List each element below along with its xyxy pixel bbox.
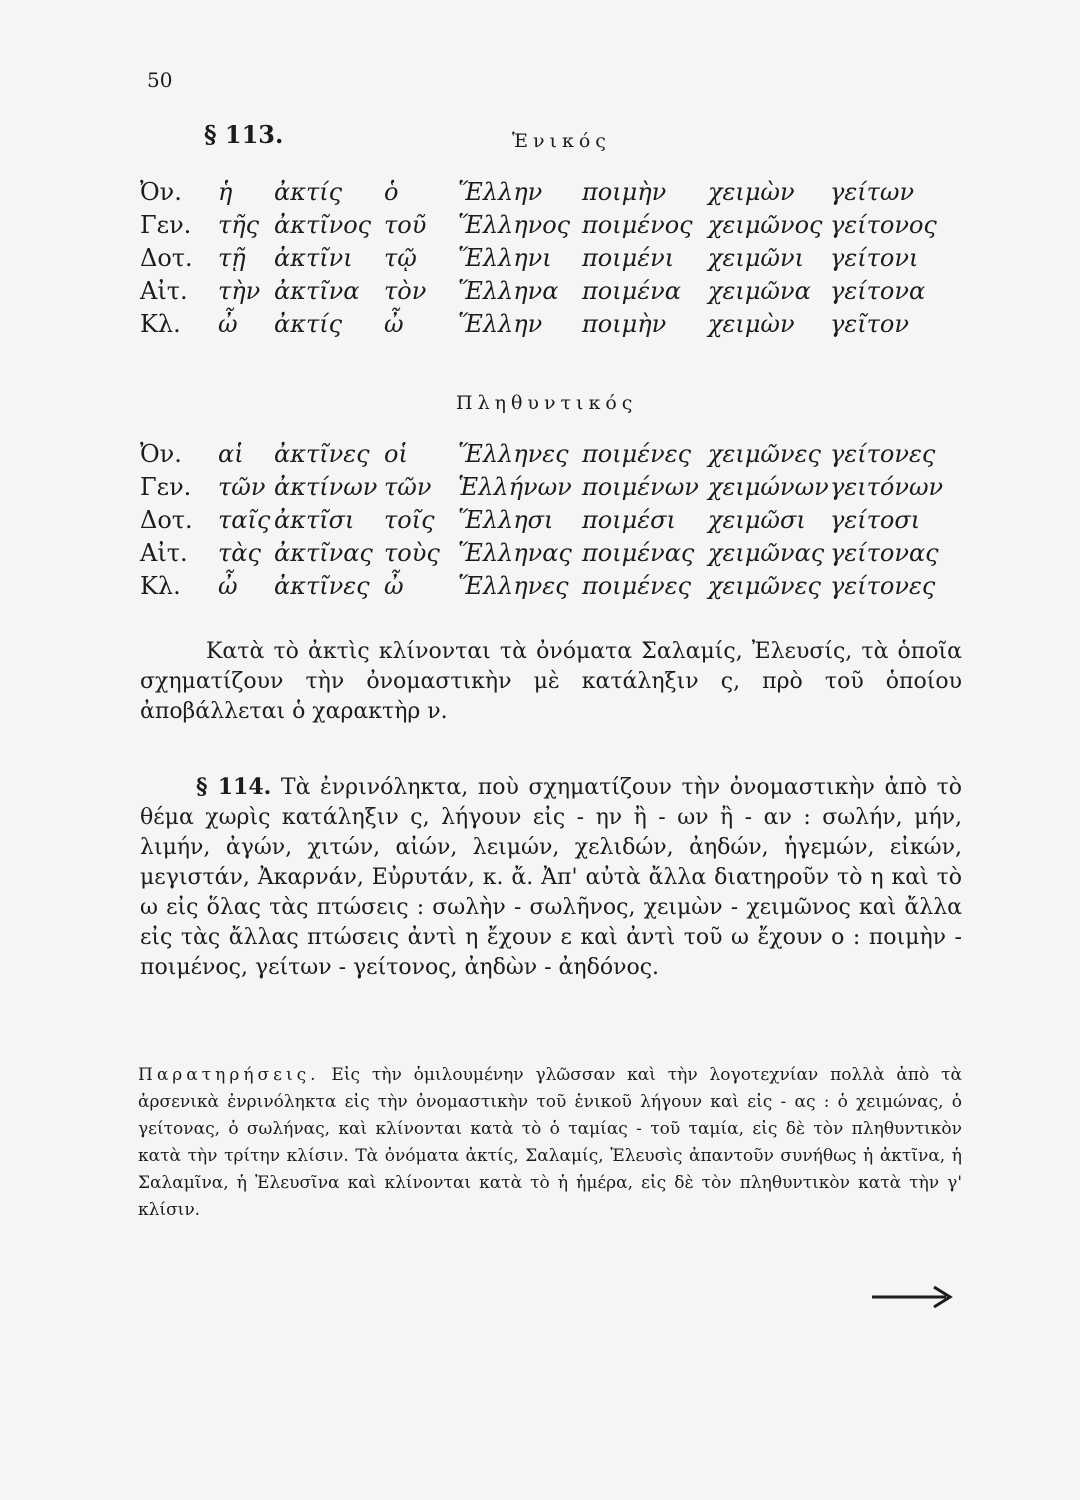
- word: γείτονα: [830, 277, 926, 305]
- article: τοὺς: [384, 539, 440, 567]
- case-label: Ὀν.: [140, 178, 182, 206]
- table-row: [140, 211, 940, 244]
- word: Ἑλλήνων: [458, 473, 572, 501]
- article: ὦ: [384, 310, 404, 338]
- word: χειμῶσι: [708, 506, 806, 534]
- word: χειμῶνι: [708, 244, 804, 272]
- word: Ἕλληνες: [458, 572, 569, 600]
- word: χειμώνων: [708, 473, 829, 501]
- article: ὦ: [218, 310, 238, 338]
- word: Ἕλληνα: [458, 277, 559, 305]
- word: γείτονες: [830, 572, 936, 600]
- word: γείτονας: [830, 539, 939, 567]
- word: ἀκτῖνι: [274, 244, 353, 272]
- akt-paragraph: Κατὰ τὸ ἀκτὶς κλίνονται τὰ ὀνόματα Σαλαμίς, Ἐλευσίς, τὰ ὁποῖα σχηματίζουν τὴν ὀνομαστικὴν μὲ κατάληξιν ς, πρὸ τοῦ ὁποίου ἀποβάλλεται ὁ χαρακτὴρ ν.: [140, 639, 962, 724]
- case-label: Αἰτ.: [140, 277, 188, 305]
- case-label: Κλ.: [140, 310, 181, 338]
- article: αἱ: [218, 440, 244, 468]
- article: ὁ: [384, 178, 399, 206]
- next-page-arrow-icon: [870, 1284, 954, 1314]
- singular-header: Ἑνικός: [512, 130, 611, 152]
- word: γείτοσι: [830, 506, 921, 534]
- word: ποιμένας: [582, 539, 695, 567]
- case-label: Γεν.: [140, 473, 192, 501]
- word: ποιμένι: [582, 244, 675, 272]
- article: τῆς: [218, 211, 260, 239]
- article: ταῖς: [218, 506, 271, 534]
- article: τῇ: [218, 244, 246, 272]
- word: ἀκτῖνες: [274, 440, 370, 468]
- plural-declension-table: [140, 440, 944, 605]
- word: χειμὼν: [708, 178, 795, 206]
- table-row: [140, 244, 940, 277]
- section-114-text: Τὰ ἐνρινόληκτα, ποὺ σχηματίζουν τὴν ὀνομαστικὴν ἀπὸ τὸ θέμα χωρὶς κατάληξιν ς, λήγουν εἰς - ην ἢ - ων ἢ - αν : σωλήν, μήν, λιμήν, ἀγών, χιτών, αἰών, λειμών, χελιδών, ἀηδών, ἡγεμών, εἰκών, μεγιστάν, Ἀκαρνάν, Εὐρυτάν, κ. ἄ. Ἀπ' αὐτὰ ἄλλα διατηροῦν τὸ η καὶ τὸ ω εἰς ὅλας τὰς πτώσεις : σωλὴν - σωλῆνος, χειμὼν - χειμῶνος καὶ ἄλλα εἰς τὰς ἄλλας πτώσεις ἀντὶ η ἔχουν ε καὶ ἀντὶ τοῦ ω ἔχουν ο : ποιμὴν - ποιμένος, γείτων - γείτονος, ἀηδὼν - ἀηδόνος.: [140, 775, 962, 980]
- article: οἱ: [384, 440, 408, 468]
- table-row: [140, 310, 940, 343]
- article: τῶν: [384, 473, 432, 501]
- table-row: [140, 473, 944, 506]
- remarks-text: Εἰς τὴν ὁμιλουμένην γλῶσσαν καὶ τὴν λογοτεχνίαν πολλὰ ἀπὸ τὰ ἀρσενικὰ ἐνρινόληκτα εἰς τὴν ὀνομαστικὴν τοῦ ἑνικοῦ λήγουν καὶ εἰς - ας : ὁ χειμώνας, ὁ γείτονας, ὁ σωλήνας, καὶ κλίνονται κατὰ τὸ ὁ ταμίας - τοῦ ταμία, εἰς δὲ τὸν πληθυντικὸν κατὰ τὴν τρίτην κλίσιν. Τὰ ὀνόματα ἀκτίς, Σαλαμίς, Ἐλευσὶς ἀπαντοῦν συνήθως ἡ ἀκτῖνα, ἡ Σαλαμῖνα, ἡ Ἐλευσῖνα καὶ κλίνονται κατὰ τὸ ἡ ἡμέρα, εἰς δὲ τὸν πληθυντικὸν κατὰ τὴν γ' κλίσιν.: [138, 1065, 963, 1220]
- word: ποιμένες: [582, 440, 692, 468]
- article: ὦ: [384, 572, 404, 600]
- table-row: [140, 440, 940, 473]
- table-row: [140, 572, 940, 605]
- word: ποιμένες: [582, 572, 692, 600]
- word: Ἕλληνι: [458, 244, 552, 272]
- word: ποιμένων: [582, 473, 699, 501]
- word: χειμῶνος: [708, 211, 823, 239]
- article: τοῦ: [384, 211, 427, 239]
- word: ἀκτῖσι: [274, 506, 355, 534]
- word: γείτονος: [830, 211, 937, 239]
- word: ἀκτῖνα: [274, 277, 360, 305]
- case-label: Ὀν.: [140, 440, 182, 468]
- page-number: 50: [147, 68, 173, 92]
- word: Ἕλλην: [458, 178, 543, 206]
- word: χειμῶνες: [708, 572, 821, 600]
- article: τῷ: [384, 244, 417, 272]
- case-label: Κλ.: [140, 572, 181, 600]
- word: ἀκτῖνος: [274, 211, 372, 239]
- word: γειτόνων: [830, 473, 944, 501]
- article: τὸν: [384, 277, 427, 305]
- section-114-paragraph: [140, 772, 962, 983]
- word: ἀκτίς: [274, 178, 343, 206]
- article: τὴν: [218, 277, 261, 305]
- word: γείτονι: [830, 244, 919, 272]
- table-row: [140, 506, 940, 539]
- remarks-note: [138, 1062, 962, 1224]
- word: ποιμὴν: [582, 178, 667, 206]
- singular-declension-table: [140, 178, 940, 343]
- case-label: Αἰτ.: [140, 539, 188, 567]
- article: τῶν: [218, 473, 266, 501]
- article: τὰς: [218, 539, 261, 567]
- article: ἡ: [218, 178, 233, 206]
- word: ποιμένος: [582, 211, 693, 239]
- table-row: [140, 539, 940, 572]
- table-row: [140, 178, 940, 211]
- word: ἀκτῖνας: [274, 539, 373, 567]
- word: ποιμὴν: [582, 310, 667, 338]
- word: ἀκτῖνες: [274, 572, 370, 600]
- section-114-label: § 114.: [196, 774, 272, 800]
- word: ἀκτίς: [274, 310, 343, 338]
- plural-header: Πληθυντικός: [456, 392, 638, 414]
- word: Ἕλλην: [458, 310, 543, 338]
- word: Ἕλληνος: [458, 211, 571, 239]
- section-title: § 113.: [204, 120, 284, 149]
- case-label: Γεν.: [140, 211, 192, 239]
- word: Ἕλληνες: [458, 440, 569, 468]
- case-label: Δοτ.: [140, 506, 193, 534]
- word: χειμὼν: [708, 310, 795, 338]
- word: γείτονες: [830, 440, 936, 468]
- word: χειμῶνες: [708, 440, 821, 468]
- word: ποιμέσι: [582, 506, 676, 534]
- table-row: [140, 277, 940, 310]
- word: γεῖτον: [830, 310, 909, 338]
- case-label: Δοτ.: [140, 244, 193, 272]
- article: τοῖς: [384, 506, 435, 534]
- word: γείτων: [830, 178, 915, 206]
- remarks-label: Παρατηρήσεις.: [138, 1065, 320, 1085]
- word: ἀκτίνων: [274, 473, 378, 501]
- word: χειμῶνα: [708, 277, 811, 305]
- word: χειμῶνας: [708, 539, 825, 567]
- article: ὦ: [218, 572, 238, 600]
- word: Ἕλλησι: [458, 506, 554, 534]
- word: Ἕλληνας: [458, 539, 572, 567]
- word: ποιμένα: [582, 277, 681, 305]
